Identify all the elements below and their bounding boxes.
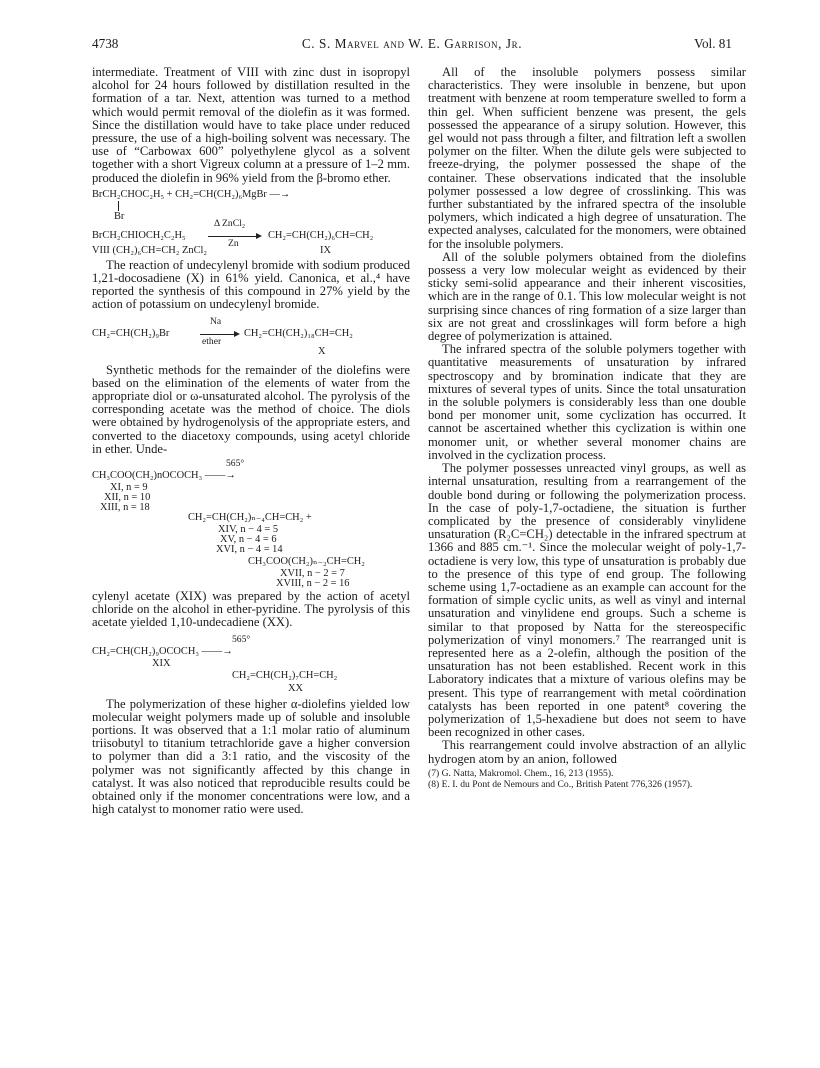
scheme-line: VIII (CH₂)₆CH=CH₂ ZnCl₂ <box>92 244 208 256</box>
temperature-label: 565° <box>232 633 251 645</box>
running-title: C. S. Marvel and W. E. Garrison, Jr. <box>301 36 523 51</box>
reagent-below: Zn <box>228 237 239 249</box>
paragraph: The polymerization of these higher α-diolefins yielded low molecular weight polymers made up of soluble and insoluble portions. It was observed that a 1:1 molar ratio of aluminum triisobutyl to titanium tetrachloride gave a higher conversion to polymer than did a 3:1 ratio, and the viscosity of the polymer was not significantly affected by this change in catalyst. It was also noticed that reproducible results could be obtained only if the monomer concentrations were low, and a high catalyst to monomer ratio were used. <box>92 696 410 817</box>
right-column <box>428 66 746 791</box>
left-column <box>92 66 410 817</box>
reaction-scheme-1 <box>92 185 410 255</box>
compound-label: XVIII, n − 2 = 16 <box>276 578 350 590</box>
compound-label: XI, n = 9 <box>110 482 148 494</box>
bond-line <box>118 201 119 211</box>
scheme-line: Br <box>114 210 125 222</box>
reaction-arrow <box>208 236 258 237</box>
reagent-above: Δ ZnCl₂ <box>214 217 246 229</box>
paragraph: Synthetic methods for the remainder of the diolefins were based on the elimination of the elements of water from the appropriate diol or ω-unsaturated alcohol. The pyrolysis of the corresponding acetate was the method of choice. The diols were obtained by hydrogenolysis of the appropriate esters, and converted to the diacetoxy compounds, using acetyl chloride in ether. Unde- <box>92 362 410 456</box>
temperature-label: 565° <box>226 458 245 470</box>
reaction-scheme-2 <box>92 312 410 360</box>
scheme-line: CH₂=CH(CH₂)₇CH=CH₂ <box>232 669 338 681</box>
footnote: (7) G. Natta, Makromol. Chem., 16, 213 (1955). <box>428 767 614 779</box>
reaction-scheme-3 <box>92 456 410 590</box>
reaction-scheme-4 <box>92 630 410 698</box>
reagent-below: ether <box>202 335 222 347</box>
compound-label: XVII, n − 2 = 7 <box>280 568 345 580</box>
footnotes <box>428 768 746 791</box>
volume-label: Vol. 81 <box>694 36 732 51</box>
compound-label: XV, n − 4 = 6 <box>220 534 277 546</box>
paragraph: The infrared spectra of the soluble polymers together with quantitative measurements of unsaturation by infrared spectroscopy and by bromination indicate that they are mixtures of several types of units. Since the total unsaturation in the soluble polymers is considerably less than one double bond per monomer unit, some cyclization has occurred. It cannot be ascertained whether this cyclization is within one monomer unit, or whether several monomer chains are involved in the cyclization process. <box>428 342 746 462</box>
scheme-line: BrCH₂CHOC₂H₅ + CH₂=CH(CH₂)₆MgBr —→ <box>92 188 291 200</box>
compound-label: XX <box>288 682 304 694</box>
paragraph: The polymer possesses unreacted vinyl groups, as well as internal unsaturation, resulting from a rearrangement of the double bond during or following the polymerization process. In the case of poly-1,7-octadiene, the situation is further complicated by the presence of considerably vinylidene unsaturation (R₂C=CH₂) detectable in the infrared spectrum at 1366 and 885 cm.⁻¹. Since the molecular weight of poly-1,7-octadiene is very low, this type of unsaturation is probably due to the presence of this type of end group. The following scheme using 1,7-octadiene as an example can account for the formation of simple cyclic units, as well as vinyl and internal unsaturation and vinylidene end groups. Such a scheme is similar to that proposed by Natta for the stereospecific polymerization of vinyl monomers.⁷ The rearranged unit is represented here as a 2-olefin, although the position of the unsaturation has not been established. Recent work in this Laboratory indicates that a mixture of various olefins may be present. This type of rearrangement with metal coördination catalysts has been reported in one patent⁸ covering the polymerization of 1,5-hexadiene but does not seem to have been recognized in other cases. <box>428 461 746 740</box>
scheme-line: CH₃COO(CH₂)nOCOCH₃ ——→ <box>92 470 236 482</box>
scheme-line: CH₃COO(CH₂)ₙ₋₂CH=CH₂ <box>248 556 365 568</box>
footnote: (8) E. I. du Pont de Nemours and Co., British Patent 776,326 (1957). <box>428 779 693 791</box>
scheme-line: CH₂=CH(CH₂)₁₈CH=CH₂ <box>244 327 353 339</box>
paragraph: This rearrangement could involve abstraction of an allylic hydrogen atom by an anion, followed <box>428 738 746 766</box>
paragraph: cylenyl acetate (XIX) was prepared by the action of acetyl chloride on the alcohol in ether-pyridine. The pyrolysis of this acetate yielded 1,10-undecadiene (XX). <box>92 589 410 630</box>
paragraph: The reaction of undecylenyl bromide with sodium produced 1,21-docosadiene (X) in 61% yield. Canonica, et al.,⁴ have reported the synthesis of this compound in 27% yield by the action of potassium on undecylenyl bromide. <box>92 257 410 312</box>
compound-label: XIV, n − 4 = 5 <box>218 524 279 536</box>
compound-label: XIII, n = 18 <box>100 502 150 514</box>
scheme-line: CH₂=CH(CH₂)ₙ₋₄CH=CH₂ + <box>188 512 312 524</box>
compound-label: X <box>318 345 326 357</box>
scheme-line: CH₂=CH(CH₂)₆CH=CH₂ <box>268 229 374 241</box>
paragraph: All of the soluble polymers obtained from the diolefins possess a very low molecular weight as evidenced by their sticky semi-solid appearance and their inherent viscosities, which are in the range of 0.1. This low molecular weight is not surprising since chances of ring formation of a size larger than six are not great and crosslinkages will form before a high degree of polymerization is attained. <box>428 249 746 344</box>
compound-label: XII, n = 10 <box>104 492 151 504</box>
reaction-arrow <box>200 334 236 335</box>
paragraph: All of the insoluble polymers possess similar characteristics. They were insoluble in benzene, but upon treatment with benzene at room temperature swelled to form a thin gel. When sufficient benzene was present, the gels possessed the appearance of a sirupy solution. However, this gel would not pass through a filter, and filtration left a swollen polymer on the filter. When the dilute gels were subjected to freeze-drying, the polymer possessed the shape of the container. These observations indicated that the insoluble polymer possessed a low degree of crosslinking. This was further substantiated by the infrared spectra of the insoluble polymers, which indicated a high degree of unsaturation. The expected analyses, calculated for the monomers, were obtained for the insoluble polymers. <box>428 65 746 251</box>
scheme-line: CH₂=CH(CH₂)₉OCOCH₃ ——→ <box>92 645 233 657</box>
compound-label: XVI, n − 4 = 14 <box>216 544 283 556</box>
paragraph: intermediate. Treatment of VIII with zinc dust in isopropyl alcohol for 24 hours followed by distillation resulted in the formation of a tar. Next, attention was turned to a method which would permit removal of the diolefin as it was formed. Since the distillation would have to take place under reduced pressure, the use of a high-boiling solvent was necessary. The use of “Carbowax 600” polyethylene glycol as a solvent together with a short Vigreux column at a pressure of 1–2 mm. produced the diolefin in 96% yield from the β-bromo ether. <box>92 65 410 185</box>
compound-label: XIX <box>152 657 171 669</box>
scheme-line: CH₂=CH(CH₂)₉Br <box>92 327 170 339</box>
page-header <box>92 36 732 54</box>
reagent-above: Na <box>210 315 222 327</box>
page-number: 4738 <box>92 36 119 51</box>
compound-label: IX <box>320 244 331 256</box>
scheme-line: BrCH₂CHIOCH₂C₂H₅ <box>92 229 186 241</box>
